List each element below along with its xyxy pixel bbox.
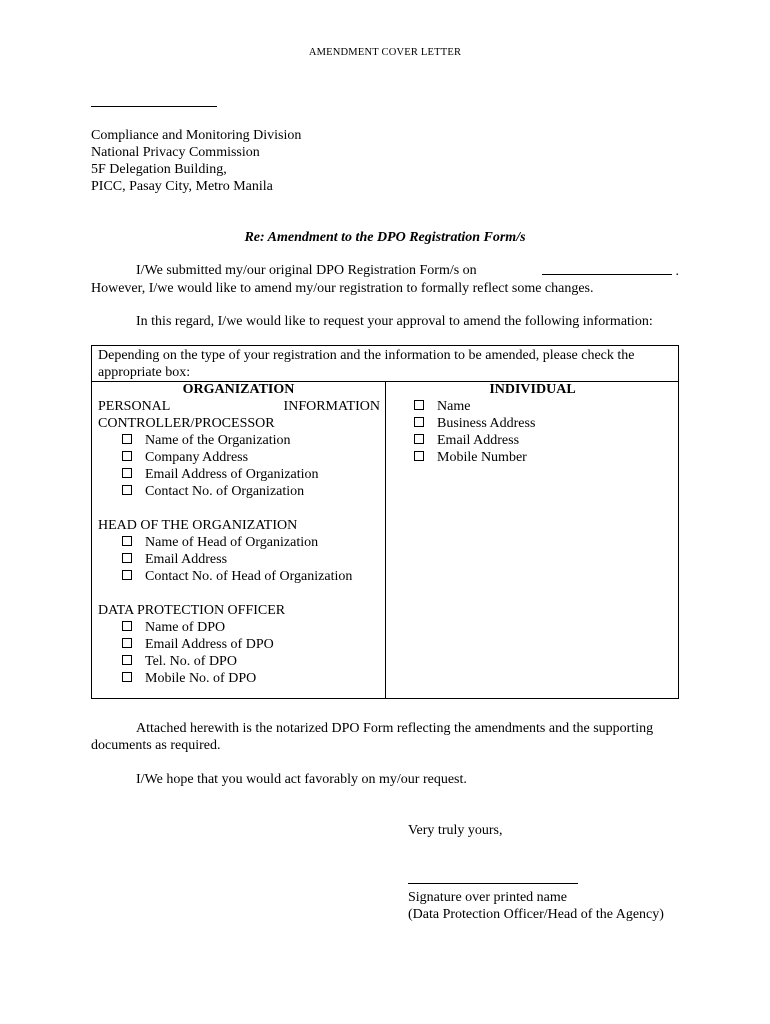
checkbox-icon[interactable] (414, 451, 424, 461)
option-label: Contact No. of Head of Organization (145, 569, 353, 584)
pic-label-part: PERSONAL (98, 399, 171, 414)
submission-period: . (675, 264, 679, 279)
paragraph-attachment (91, 720, 679, 754)
option-label: Mobile Number (437, 450, 527, 465)
checkbox-option[interactable] (98, 466, 380, 483)
amendment-options-box (91, 345, 679, 699)
address-line: PICC, Pasay City, Metro Manila (91, 179, 273, 194)
head-section-label: HEAD OF THE ORGANIZATION (98, 518, 298, 533)
checkbox-option[interactable] (414, 415, 535, 432)
checkbox-icon[interactable] (122, 485, 132, 495)
checkbox-option[interactable] (98, 653, 380, 670)
address-line: Compliance and Monitoring Division (91, 128, 302, 143)
closing-salutation: Very truly yours, (408, 823, 503, 838)
checkbox-icon[interactable] (122, 553, 132, 563)
option-label: Name of the Organization (145, 433, 291, 448)
option-label: Email Address of Organization (145, 467, 319, 482)
option-label: Mobile No. of DPO (145, 671, 257, 686)
checkbox-icon[interactable] (122, 655, 132, 665)
signature-line[interactable] (408, 883, 578, 884)
checkbox-option[interactable] (98, 534, 380, 551)
checkbox-option[interactable] (98, 670, 380, 687)
option-label: Tel. No. of DPO (145, 654, 237, 669)
dpo-section-label: DATA PROTECTION OFFICER (98, 603, 286, 618)
submission-date-blank (542, 262, 672, 275)
individual-header: INDIVIDUAL (489, 382, 576, 397)
checkbox-option[interactable] (98, 483, 380, 500)
checkbox-icon[interactable] (414, 400, 424, 410)
attachment-text: Attached herewith is the notarized DPO Form reflecting the amendments and the supporting (136, 721, 654, 736)
option-label: Company Address (145, 450, 249, 465)
subject-line: Re: Amendment to the DPO Registration Form/s (244, 230, 526, 245)
box-instructions (98, 347, 672, 381)
option-label: Business Address (437, 416, 536, 431)
option-label: Name (437, 399, 471, 414)
signature-caption: Signature over printed name (408, 890, 568, 905)
column-divider (385, 381, 386, 698)
recipient-address (91, 127, 301, 195)
checkbox-icon[interactable] (122, 672, 132, 682)
option-label: Email Address of DPO (145, 637, 274, 652)
paragraph-request: In this regard, I/we would like to request your approval to amend the following information: (136, 314, 653, 329)
individual-column (414, 398, 535, 466)
organization-column (98, 398, 380, 687)
checkbox-option[interactable] (98, 449, 380, 466)
checkbox-option[interactable] (98, 636, 380, 653)
address-line: 5F Delegation Building, (91, 162, 227, 177)
instructions-text: Depending on the type of your registration and the information to be amended, please check the (98, 348, 635, 363)
checkbox-icon[interactable] (414, 417, 424, 427)
submission-text-line2: However, I/we would like to amend my/our registration to formally reflect some changes. (91, 281, 594, 296)
checkbox-icon[interactable] (122, 434, 132, 444)
checkbox-icon[interactable] (122, 468, 132, 478)
paragraph-submission (91, 262, 679, 297)
option-label: Email Address (145, 552, 228, 567)
organization-header: ORGANIZATION (182, 382, 295, 397)
checkbox-option[interactable] (98, 619, 380, 636)
checkbox-option[interactable] (414, 449, 535, 466)
attachment-text-line2: documents as required. (91, 738, 221, 753)
address-line: National Privacy Commission (91, 145, 260, 160)
option-label: Email Address (437, 433, 520, 448)
checkbox-icon[interactable] (122, 536, 132, 546)
instructions-line2: appropriate box: (98, 365, 191, 380)
pic-section-label-cont: CONTROLLER/PROCESSOR (98, 416, 275, 431)
pic-label-part: INFORMATION (283, 399, 380, 414)
paragraph-request-favor: I/We hope that you would act favorably on my/our request. (136, 772, 467, 787)
signature-block (408, 889, 664, 923)
instructions-line1 (98, 347, 672, 364)
document-header: AMENDMENT COVER LETTER (308, 47, 462, 58)
pic-section-label (98, 398, 380, 415)
option-label: Name of Head of Organization (145, 535, 319, 550)
checkbox-option[interactable] (98, 568, 380, 585)
signature-role: (Data Protection Officer/Head of the Agency) (408, 907, 664, 922)
checkbox-option[interactable] (98, 551, 380, 568)
submission-text: I/We submitted my/our original DPO Registration Form/s on (136, 263, 477, 278)
checkbox-icon[interactable] (122, 570, 132, 580)
checkbox-icon[interactable] (414, 434, 424, 444)
checkbox-option[interactable] (414, 432, 535, 449)
option-label: Name of DPO (145, 620, 226, 635)
option-label: Contact No. of Organization (145, 484, 305, 499)
checkbox-icon[interactable] (122, 638, 132, 648)
date-blank-line (91, 106, 217, 107)
checkbox-option[interactable] (414, 398, 535, 415)
checkbox-icon[interactable] (122, 621, 132, 631)
checkbox-option[interactable] (98, 432, 380, 449)
checkbox-icon[interactable] (122, 451, 132, 461)
